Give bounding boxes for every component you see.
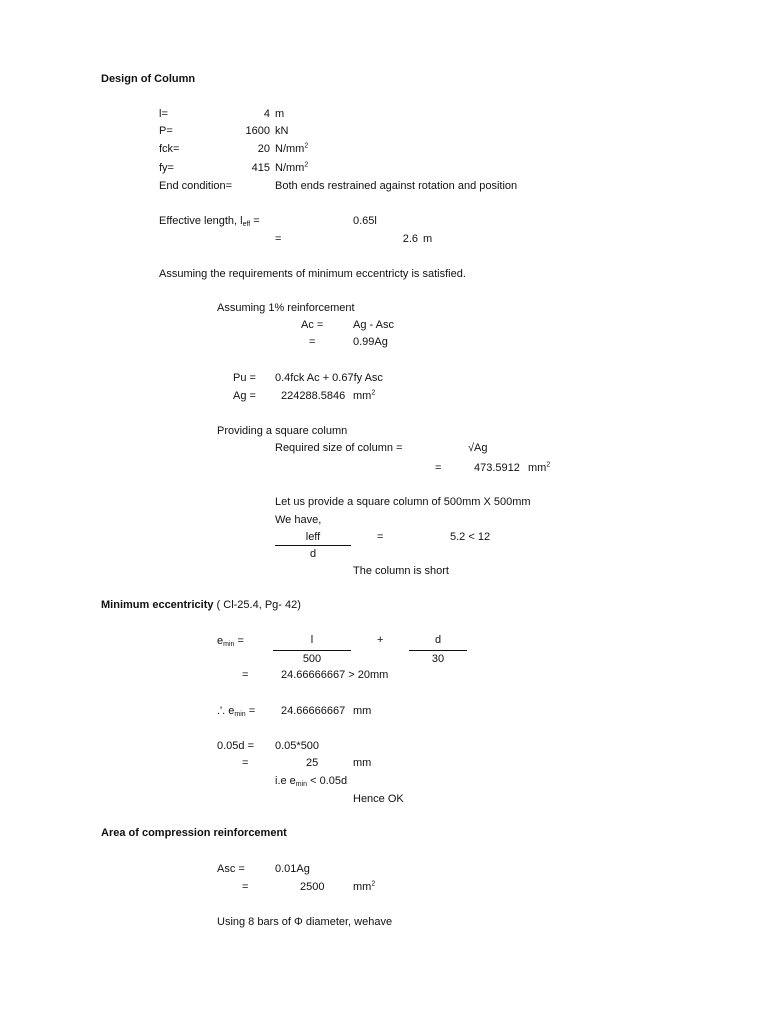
emin-value: 24.66666667 > 20mm bbox=[281, 669, 389, 681]
input-label-p: P= bbox=[159, 125, 173, 137]
we-have-text: We have, bbox=[275, 514, 322, 526]
eff-length-label: Effective length, $l_{eff}$ = bbox=[159, 215, 260, 228]
hence-ok-text: Hence OK bbox=[353, 793, 404, 805]
input-value-l: 4 bbox=[263, 108, 270, 120]
asc-eq: = bbox=[242, 881, 249, 893]
square-heading: Providing a square column bbox=[217, 425, 348, 437]
required-size-label: Required size of column = bbox=[275, 442, 403, 454]
frac2-numerator: d bbox=[434, 634, 442, 646]
ratio-value: 5.2 < 12 bbox=[450, 531, 491, 543]
eff-length-eq: = bbox=[275, 233, 282, 245]
d-eq: = bbox=[242, 757, 249, 769]
input-value-fck: 20 bbox=[257, 143, 270, 155]
provide-text: Let us provide a square column of 500mm X 500mm bbox=[275, 496, 531, 508]
ie-text: i.e $e_{min} < 0.05d$ bbox=[275, 775, 348, 788]
eff-length-value: 2.6 bbox=[402, 233, 418, 245]
frac1-bar bbox=[273, 650, 351, 651]
ac-formula: Ag - Asc bbox=[353, 319, 394, 331]
d-formula: 0.05*500 bbox=[275, 740, 320, 752]
d-value: 25 bbox=[306, 757, 319, 769]
ratio-numerator: leff bbox=[305, 531, 321, 543]
pu-formula: 0.4fck Ac + 0.67fy Asc bbox=[275, 372, 383, 384]
assumption-text: Assuming the requirements of minimum eccentricty is satisfied. bbox=[159, 268, 466, 280]
d-label: 0.05d = bbox=[217, 740, 255, 752]
input-label-l: l= bbox=[159, 108, 168, 120]
asc-value: 2500 bbox=[300, 881, 325, 893]
frac1-numerator: l bbox=[310, 634, 314, 646]
end-condition-value: Both ends restrained against rotation and position bbox=[275, 180, 518, 192]
pu-label: Pu = bbox=[233, 372, 256, 384]
asc-unit: $mm^2$ bbox=[353, 880, 376, 893]
required-size-unit: $mm^2$ bbox=[528, 461, 551, 474]
ag-label: Ag = bbox=[233, 390, 256, 402]
reinforcement-heading: Assuming 1% reinforcement bbox=[217, 302, 355, 314]
required-size-eq: = bbox=[435, 462, 442, 474]
therefore-emin-label: .'. $e_{min}$ = bbox=[217, 705, 256, 718]
d-unit: mm bbox=[353, 757, 372, 769]
end-condition-label: End condition= bbox=[159, 180, 233, 192]
ac-label: Ac = bbox=[301, 319, 324, 331]
input-value-p: 1600 bbox=[245, 125, 270, 137]
input-unit-p: kN bbox=[275, 125, 289, 137]
therefore-emin-unit: mm bbox=[353, 705, 372, 717]
input-unit-l: m bbox=[275, 108, 285, 120]
ag-value: 224288.5846 bbox=[281, 390, 346, 402]
min-ecc-heading: Minimum eccentricity ( Cl-25.4, Pg- 42) bbox=[101, 599, 301, 611]
plus-sign: + bbox=[377, 634, 384, 646]
input-label-fy: fy= bbox=[159, 162, 174, 174]
page-title: Design of Column bbox=[101, 73, 196, 85]
bars-text: Using 8 bars of Φ diameter, wehave bbox=[217, 916, 393, 928]
ac-result: 0.99Ag bbox=[353, 336, 388, 348]
required-size-value: 473.5912 bbox=[474, 462, 520, 474]
input-unit-fck: $N/mm^2$ bbox=[275, 142, 309, 155]
eff-length-unit: m bbox=[423, 233, 433, 245]
required-size-formula: √Ag bbox=[468, 442, 488, 454]
input-value-fy: 415 bbox=[251, 162, 270, 174]
eff-length-formula: 0.65l bbox=[353, 215, 377, 227]
ag-unit: $mm^2$ bbox=[353, 389, 376, 402]
column-short-text: The column is short bbox=[353, 565, 449, 577]
input-unit-fy: $N/mm^2$ bbox=[275, 161, 309, 174]
ratio-denominator: d bbox=[309, 548, 317, 560]
ratio-fraction-bar bbox=[275, 545, 351, 546]
asc-label: Asc = bbox=[217, 863, 245, 875]
emin-eq: = bbox=[242, 669, 249, 681]
input-label-fck: fck= bbox=[159, 143, 180, 155]
frac1-denominator: 500 bbox=[302, 653, 322, 665]
therefore-emin-value: 24.66666667 bbox=[281, 705, 346, 717]
area-heading: Area of compression reinforcement bbox=[101, 827, 287, 839]
asc-formula: 0.01Ag bbox=[275, 863, 310, 875]
frac2-denominator: 30 bbox=[431, 653, 445, 665]
frac2-bar bbox=[409, 650, 467, 651]
ac-eq: = bbox=[309, 336, 316, 348]
ratio-eq: = bbox=[377, 531, 384, 543]
emin-label: $e_{min}$ = bbox=[217, 635, 244, 648]
